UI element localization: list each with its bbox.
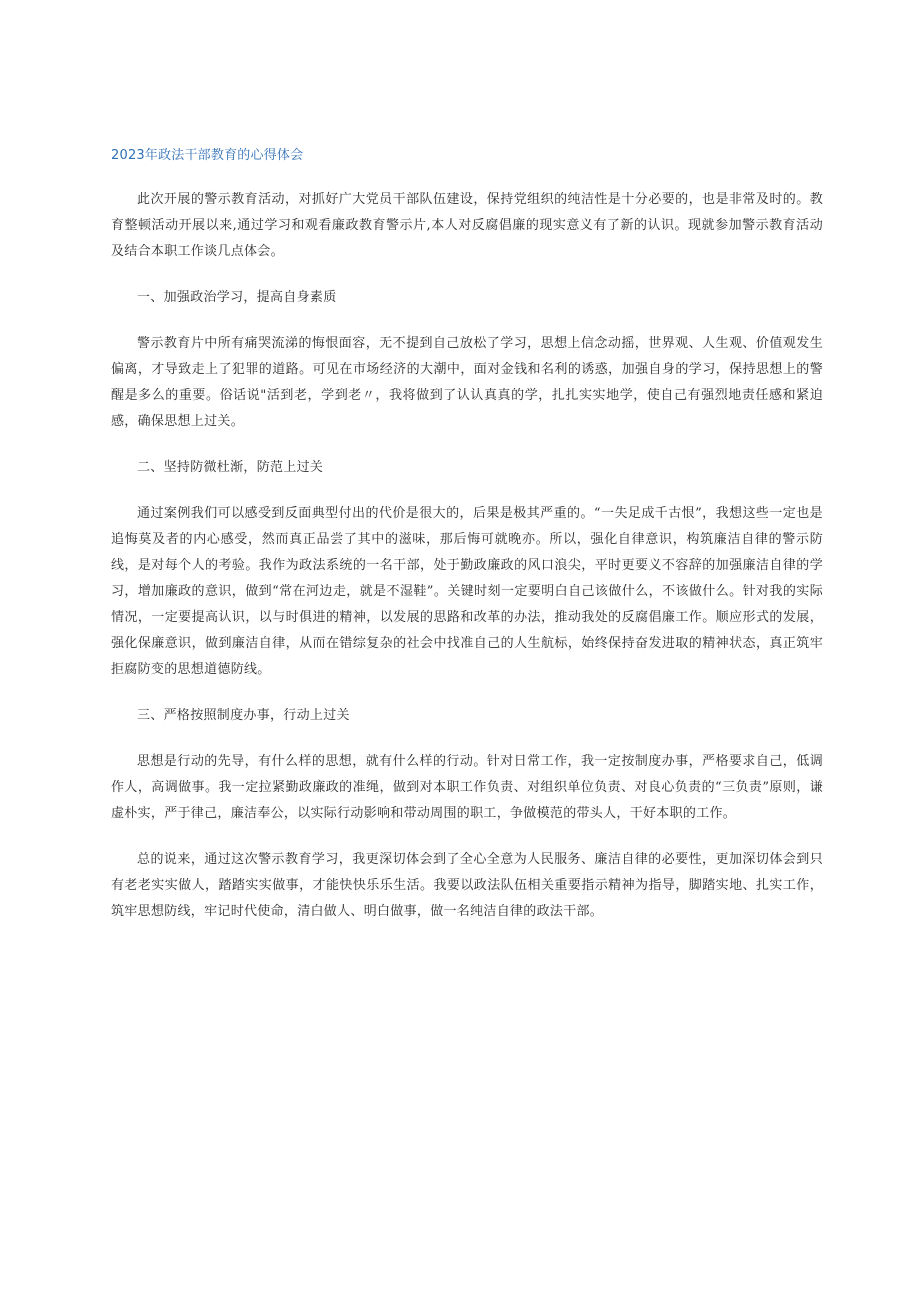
document-title: 2023年政法干部教育的心得体会 bbox=[111, 148, 304, 163]
section-body-3: 思想是行动的先导，有什么样的思想，就有什么样的行动。针对日常工作，我一定按制度办事，严格要求自己，低调作人，高调做事。我一定拉紧勤政廉政的准绳，做到对本职工作负责、对组织单位负责、对良心负责的“三负责”原则，谦虚朴实，严于律己，廉洁奉公，以实际行动影响和带动周围的职工，争做模范的带头人，干好本职的工作。 bbox=[111, 754, 823, 821]
section-heading-1: 一、加强政治学习，提高自身素质 bbox=[137, 290, 337, 305]
section-body-2: 通过案例我们可以感受到反面典型付出的代价是很大的，后果是极其严重的。“一失足成千古恨”，我想这些一定也是追悔莫及者的内心感受，然而真正品尝了其中的滋味，那后悔可就晚亦。所以，强化自律意识，构筑廉洁自律的警示防线，是对每个人的考验。我作为政法系统的一名干部，处于勤政廉政的风口浪尖，平时更要义不容辞的加强廉洁自律的学习，增加廉政的意识，做到“常在河边走，就是不湿鞋”。关键时刻一定要明白自己该做什么，不该做什么。针对我的实际情况，一定要提高认识，以与时俱进的精神，以发展的思路和改革的办法，推动我处的反腐倡廉工作。顺应形式的发展，强化保廉意识，做到廉洁自律，从而在错综复杂的社会中找准自己的人生航标，始终保持奋发进取的精神状态，真正筑牢拒腐防变的思想道德防线。 bbox=[111, 506, 823, 677]
document-page bbox=[111, 146, 823, 945]
section-body-1: 警示教育片中所有痛哭流涕的悔恨面容，无不提到自己放松了学习，思想上信念动摇，世界观、人生观、价值观发生偏离，才导致走上了犯罪的道路。可见在市场经济的大潮中，面对金钱和名利的诱惑，加强自身的学习，保持思想上的警醒是多么的重要。俗话说"活到老，学到老〃，我将做到了认认真真的学，扎扎实实地学，使自己有强烈地责任感和紧迫感，确保思想上过关。 bbox=[111, 336, 823, 429]
intro-paragraph: 此次开展的警示教育活动，对抓好广大党员干部队伍建设，保持党组织的纯洁性是十分必要的，也是非常及时的。教育整顿活动开展以来,通过学习和观看廉政教育警示片,本人对反腐倡廉的现实意义有了新的认识。现就参加警示教育活动及结合本职工作谈几点体会。 bbox=[111, 192, 823, 259]
section-heading-3: 三、严格按照制度办事，行动上过关 bbox=[137, 708, 350, 723]
section-heading-2: 二、坚持防微杜渐，防范上过关 bbox=[137, 460, 324, 475]
conclusion-paragraph: 总的说来，通过这次警示教育学习，我更深切体会到了全心全意为人民服务、廉洁自律的必要性，更加深切体会到只有老老实实做人，踏踏实实做事，才能快快乐乐生活。我要以政法队伍相关重要指示精神为指导，脚踏实地、扎实工作，筑牢思想防线，牢记时代使命，清白做人、明白做事，做一名纯洁自律的政法干部。 bbox=[111, 852, 823, 919]
